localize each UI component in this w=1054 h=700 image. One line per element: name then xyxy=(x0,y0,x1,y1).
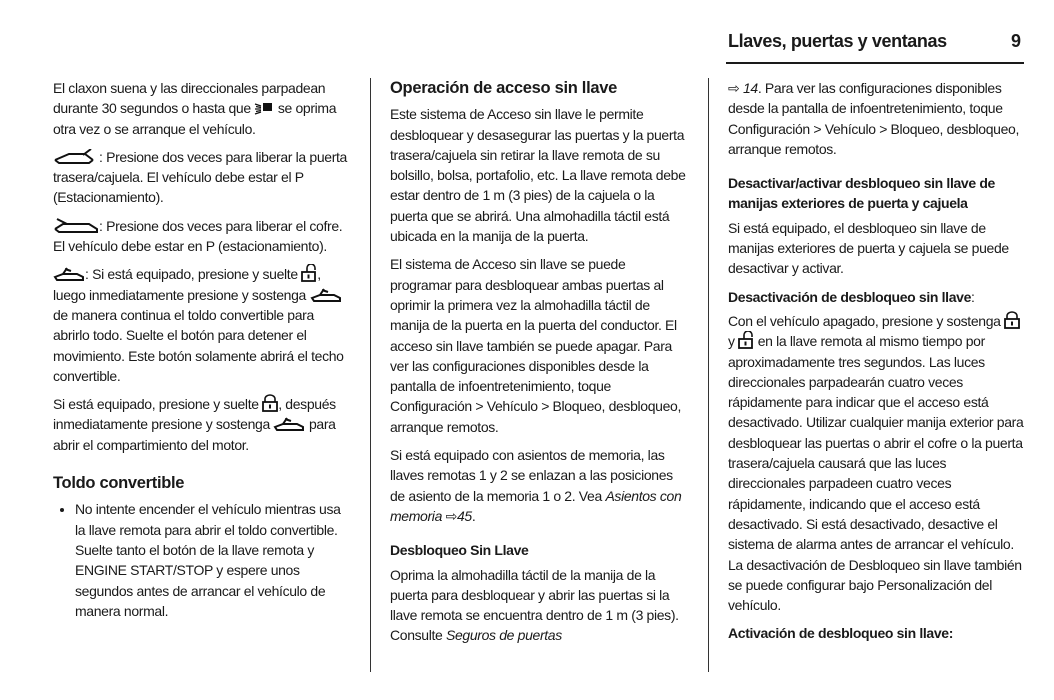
convertible-top-icon xyxy=(53,266,85,282)
section-title: Llaves, puertas y ventanas xyxy=(728,31,947,51)
text: para abrir el compartimiento del motor. xyxy=(53,416,336,453)
paragraph xyxy=(53,264,353,386)
text: : Presione dos veces para liberar el cofre. El vehículo debe estar en P (estacionamiento). xyxy=(53,217,343,255)
cross-reference-link[interactable]: Asientos con memoria xyxy=(390,487,682,524)
paragraph xyxy=(53,147,353,208)
text: Si está equipado, presione y suelte xyxy=(53,396,263,413)
heading-operacion: Operación de acceso sin llave xyxy=(390,79,617,97)
trunk-release-icon xyxy=(53,149,99,165)
text: , luego inmediatamente presione y sostenga xyxy=(53,266,321,303)
lock-icon xyxy=(1004,311,1020,329)
paragraph xyxy=(728,311,1024,615)
paragraph xyxy=(53,394,353,455)
text: Si está equipado con asientos de memoria, las llaves remotas 1 y 2 se enlazan a las posiciones de asiento de la memoria 1 o 2. Vea xyxy=(390,447,673,504)
text: , después inmediatamente presione y sostenga xyxy=(53,396,336,433)
column-3 xyxy=(728,78,1024,648)
text: El claxon suena y las direccionales parpadean durante 30 segundos o hasta que xyxy=(53,80,326,117)
hood-release-icon xyxy=(53,218,99,234)
paragraph: Si está equipado, el desbloqueo sin llave de manijas exteriores de puerta y cajuela se puede desactivar y activar. xyxy=(728,219,1009,277)
text: Con el vehículo apagado, presione y sostenga xyxy=(728,312,1005,329)
column-divider xyxy=(708,78,709,672)
panic-alarm-icon xyxy=(254,102,274,116)
paragraph: El sistema de Acceso sin llave se puede programar para desbloquear ambas puertas al oprimir la primera vez la almohadilla táctil de manija de la puerta en la puerta del conductor. El acceso sin llave también se puede apagar. Para ver las configuraciones disponibles desde la pantalla de infoentretenimiento, toque Configuración > Vehículo > Bloqueo, desbloqueo, arranque remotos. xyxy=(390,256,682,435)
paragraph xyxy=(728,78,1024,159)
heading: Desactivar/activar desbloqueo sin llave de manijas exteriores de puerta y cajuela xyxy=(728,175,995,212)
reference-arrow-icon: ⇨ xyxy=(728,80,740,96)
page-number: 9 xyxy=(1011,31,1022,51)
heading-toldo-convertible: Toldo convertible xyxy=(53,474,185,493)
text: : Presione dos veces para liberar la puerta trasera/cajuela. El vehículo debe estar el P (Estacionamiento). xyxy=(53,148,347,206)
unlock-icon xyxy=(738,331,754,349)
text: se oprima otra vez o se arranque el vehículo. xyxy=(53,100,337,137)
column-2 xyxy=(390,78,690,654)
paragraph: Este sistema de Acceso sin llave le permite desbloquear y desasegurar las puertas y la puerta trasera/cajuela sin retirar la llave remota de su bolsillo, bolsa, portafolio, etc. La llave remota debe estar dentro de 1 m (3 pies) de la cajuela o la puerta que se abrirá. Una almohadilla táctil está ubicada en la manija de la puerta. xyxy=(390,106,686,245)
reference-arrow-icon: ⇨ xyxy=(445,507,457,524)
text: y xyxy=(728,333,739,350)
paragraph xyxy=(53,78,353,139)
convertible-top-icon xyxy=(310,287,342,303)
list-item: • No intente encender el vehículo mientras usa la llave remota para abrir el toldo convertible. Suelte tanto el botón de la llave remota y ENGINE START/STOP y espere unos segundos antes de arrancar el vehículo de manera normal. xyxy=(75,499,353,621)
text: . Para ver las configuraciones disponibles desde la pantalla de infoentretenimiento, toque Configuración > Vehículo > Bloqueo, desbloqueo, arranque remotos. xyxy=(728,80,1020,157)
text: en la llave remota al mismo tiempo por aproximadamente tres segundos. Las luces direccionales parpadearán cuatro veces rápidamente para indicar que el acceso está desactivado. Utilizar cualquier manija exterior para desbloquear las puertas o abrir el cofre o la puerta trasera/cajuela causará que las luces direccionales parpadeen cuatro veces rápidamente, indicando que el acceso está desactivado. Si está desactivado, desactive el sistema de alarma antes de arrancar el vehículo. La desactivación de Desbloqueo sin llave también se puede configurar bajo Personalización del vehículo. xyxy=(728,333,1024,614)
heading: Desactivación de desbloqueo sin llave: xyxy=(728,288,975,305)
text: de manera continua el toldo convertible para abrirlo todo. Suelte el botón para detener el movimiento. Este botón solamente abrirá el techo convertible. xyxy=(53,306,344,384)
heading-desbloqueo: Desbloqueo Sin Llave xyxy=(390,542,529,559)
lock-icon xyxy=(262,394,278,412)
text: : Si está equipado, presione y suelte xyxy=(85,266,302,283)
column-1 xyxy=(53,78,353,621)
text: Oprima la almohadilla táctil de la manija de la puerta para desbloquear y abrir las puertas si la llave remota se encuentra dentro de 1 m (3 pies). Consulte xyxy=(390,566,679,644)
unlock-icon xyxy=(301,264,317,282)
paragraph: Si está equipado con asientos de memoria, las llaves remotas 1 y 2 se enlazan a las posiciones de asiento de la memoria 1 o 2. Vea Asientos con memoria ⇨45. xyxy=(390,447,682,524)
header-rule xyxy=(726,62,1024,64)
paragraph xyxy=(390,565,690,646)
heading: Activación de desbloqueo sin llave: xyxy=(728,625,954,642)
page-reference[interactable]: 14 xyxy=(742,80,758,96)
cross-reference-link[interactable]: Seguros de puertas xyxy=(446,627,562,644)
page-reference[interactable]: 45 xyxy=(456,507,472,524)
text: Desactivación de desbloqueo sin llave xyxy=(728,288,972,305)
column-divider xyxy=(370,78,371,672)
paragraph xyxy=(53,216,353,257)
convertible-top-icon xyxy=(273,416,305,432)
bullet-list xyxy=(53,499,353,621)
